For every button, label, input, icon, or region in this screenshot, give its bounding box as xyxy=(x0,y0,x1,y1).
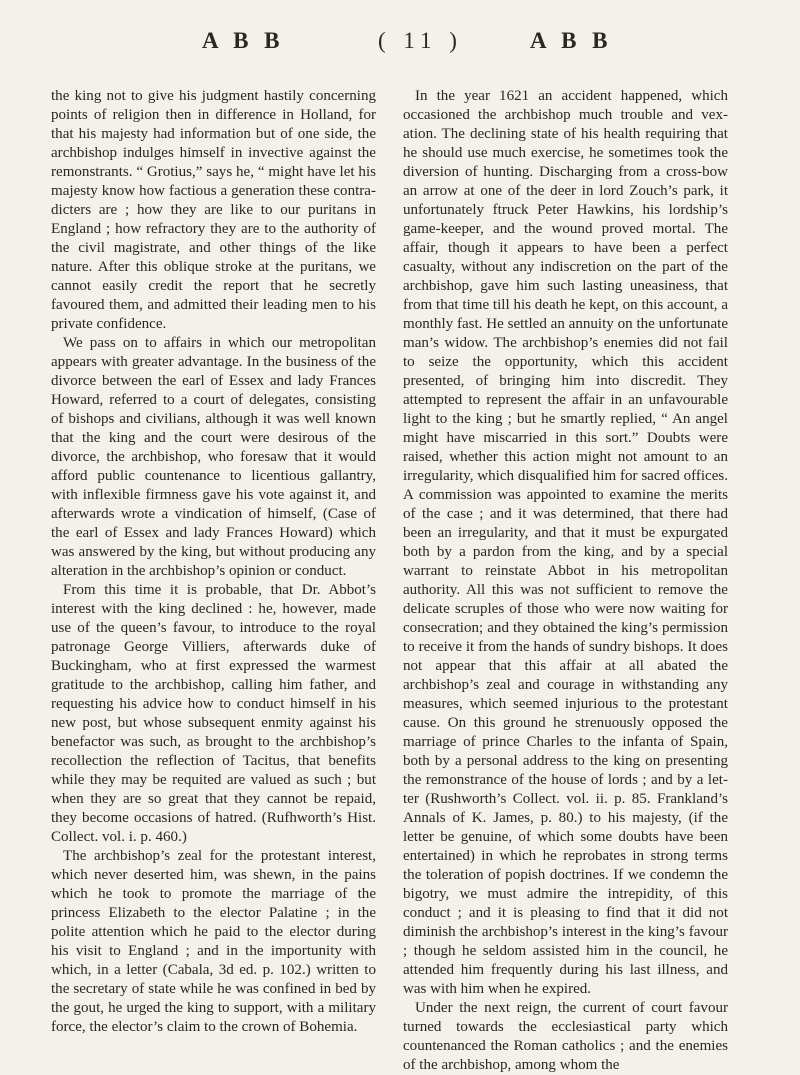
right-column xyxy=(403,87,728,1075)
paragraph: From this time it is probable, that Dr. Abbot’s interest with the king declined : he, however, made use of the queen’s favour, to introduce to the royal patronage George Villiers, afterwards duke of Buckingham, who at first expressed the warmest gratitude to the archbishop, calling him father, and requesting his advice how to conduct himself in his new post, but whose subsequent enmity against his benefactor was such, as brought to the archbishop’s recollection the reflection of Tacitus, that benefits while they may be requited are valued as such ; but when they are so great that they cannot be repaid, they become occasions of hatred. (Rufhworth’s Hist. Collect. vol. i. p. 460.) xyxy=(51,582,376,845)
header-right-word: A B B xyxy=(530,28,613,53)
paragraph: The archbishop’s zeal for the protestant interest, which never deserted him, was shewn, in the pains which he took to promote the marriage of the princess Elizabeth to the elector Palatine ; in the polite attention which he paid to the elector during his visit to England ; and in the importunity with which, in a letter (Cabala, 3d ed. p. 102.) written to the secretary of state while he was confined in bed by the gout, he urged the king to support, with a military force, the elector’s claim to the crown of Bohemia. xyxy=(51,848,376,1035)
running-header xyxy=(50,28,740,64)
paragraph: Under the next reign, the current of court favour turned towards the ecclesiastical party which countenanced the Roman catholics ; and the enemies of the archbishop, among whom the xyxy=(403,1000,728,1073)
paragraph: In the year 1621 an accident happened, which occasioned the archbishop much trouble and vexation. The declining state of his health requiring that he should use much exercise, he sometimes took the diversion of hunting. Discharging from a cross-bow an arrow at one of the deer in lord Zouch’s park, it unfortunately ftruck Peter Hawkins, his lordship’s game-keeper, and the wound proved mortal. The affair, though it appears to have been a perfect casualty, without any indiscretion on the part of the archbishop, gave him such lasting uneasiness, that from that time till his death he kept, on this account, a monthly fast. He settled an annuity on the unfortunate man’s widow. The archbishop’s enemies did not fail to seize the opportunity, which this accident presented, of bringing him into discredit. They attempted to represent the affair in an unfavourable light to the king ; but he smartly replied, “ An angel might have miscarried in this sort.” Doubts were raised, whether this action might not amount to an irregularity, which disqualified him for sacred offices. A commission was appointed to examine the merits of the case ; and it was determined, that there had been an irregularity, and that it must be expurgated both by a pardon from the king, and by a special warrant to reinstate Abbot in his metropolitan authority. All this was not sufficient to remove the delicate scruples of those who were now waiting for consecration; and they obtained the king’s permission to receive it from the hands of sundry bishops. It does not appear that this affair at all abated the archbishop’s zeal and courage in withstanding any measures, which seemed injurious to the protestant cause. On this ground he strenuously opposed the marriage of prince Charles to the infanta of Spain, both by a personal address to the king on presenting the remonstrance of the house of lords ; and by a letter (Rushworth’s Collect. vol. ii. p. 85. Frankland’s Annals of K. James, p. 80.) to his majesty, (if the letter be genuine, of which some doubts have been entertained) in which he reprobates in strong terms the toleration of popish doctrines. If we condemn the bigotry, we must admire the intrepidity, of this conduct ; and it is pleasing to find that it did not diminish the archbishop’s interest in the king’s favour ; though he seldom assisted him in the council, he attended him frequently during his last illness, and was with him when he expired. xyxy=(403,88,728,997)
left-column xyxy=(51,87,376,1037)
paragraph: the king not to give his judgment hastily concerning points of religion then in difference in Holland, for that his majesty had information but of one side, the archbishop indulges himself in invective against the remonstrants. “ Grotius,” says he, “ might have let his majesty know how factious a generation these contradicters are ; how they are like to our puritans in England ; how refractory they are to the authority of the civil magistrate, and other things of the like nature. After this oblique stroke at the puritans, we cannot easily credit the report that he secretly favoured them, and admitted their leading men to his private confidence. xyxy=(51,88,376,332)
paragraph: We pass on to affairs in which our metropolitan appears with greater advantage. In the business of the divorce between the earl of Essex and lady Frances Howard, referred to a court of delegates, consisting of bishops and civilians, although it was well known that the king and the court were desirous of the divorce, the archbishop, who foresaw that it would afford public countenance to licentious gallantry, with inflexible firmness gave his vote against it, and afterwards wrote a vindication of himself, (Case of the earl of Essex and lady Frances Howard) which was answered by the king, but without producing any alteration in the archbishop’s opinion or conduct. xyxy=(51,335,376,579)
page-number: ( 11 ) xyxy=(378,28,463,53)
header-left-word: A B B xyxy=(202,28,285,53)
